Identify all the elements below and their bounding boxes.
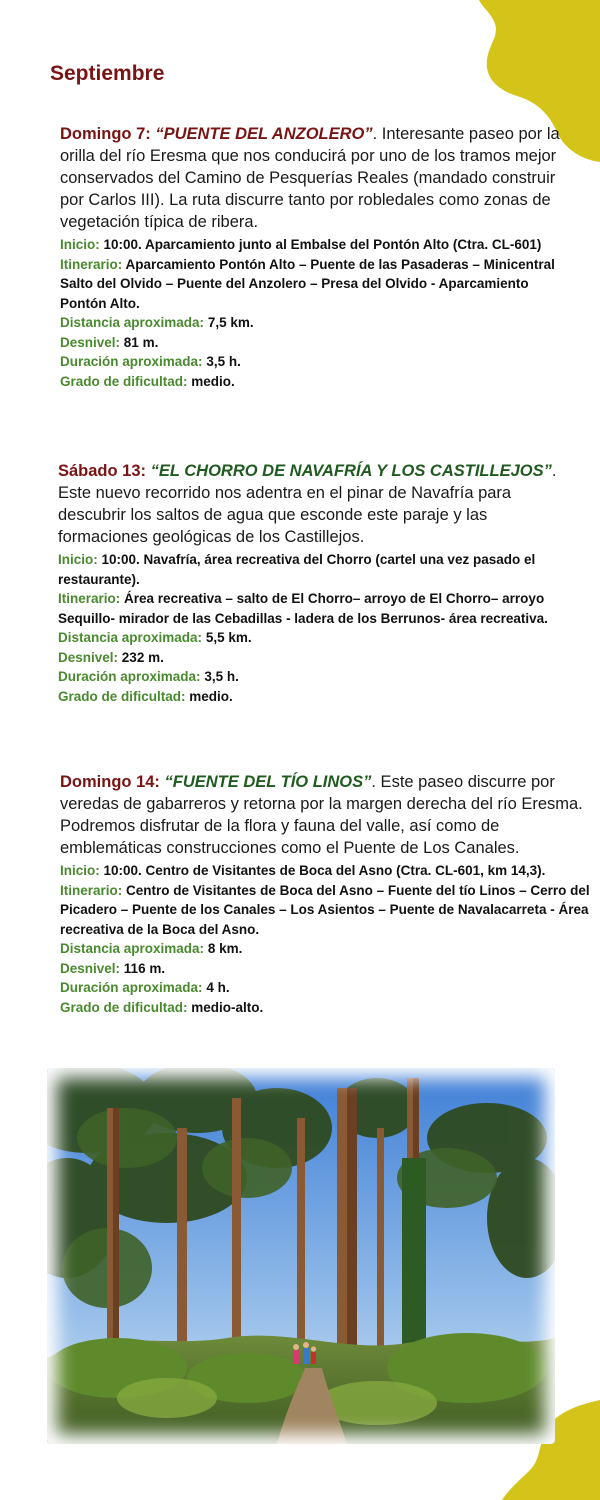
detail-row bbox=[60, 998, 590, 1018]
detail-value: 3,5 h. bbox=[204, 669, 239, 684]
detail-row bbox=[60, 372, 570, 392]
detail-row bbox=[60, 978, 590, 998]
detail-label: Desnivel: bbox=[60, 334, 121, 350]
detail-value: medio. bbox=[189, 688, 233, 704]
detail-label: Distancia aproximada: bbox=[60, 941, 205, 956]
detail-value: Aparcamiento Pontón Alto – Puente de las Pasaderas – Minicentral Salto del Olvido – Puente del Anzolero – Presa del Olvido - Aparcamiento Pontón Alto. bbox=[60, 256, 555, 311]
detail-value: medio. bbox=[191, 373, 235, 389]
detail-label: Grado de dificultad: bbox=[60, 999, 188, 1015]
event-details bbox=[60, 861, 590, 1017]
event-intro bbox=[58, 460, 568, 548]
month-heading: Septiembre bbox=[50, 62, 165, 85]
detail-row bbox=[60, 235, 570, 255]
detail-value: 232 m. bbox=[121, 649, 164, 665]
detail-row bbox=[58, 550, 568, 589]
detail-label: Duración aproximada: bbox=[60, 354, 203, 369]
detail-label: Desnivel: bbox=[60, 960, 121, 976]
forest-illustration bbox=[47, 1068, 555, 1444]
detail-row bbox=[58, 648, 568, 668]
event-description: . Interesante paseo por la orilla del río Eresma que nos conducirá por uno de los tramos mejor conservados del Camino de Pesquerías Reales (mandado construir por Carlos III). La ruta discurre tanto por robledales como zonas de vegetación típica de ribera. bbox=[60, 125, 560, 231]
detail-label: Inicio: bbox=[58, 552, 98, 567]
detail-label: Grado de dificultad: bbox=[60, 373, 188, 389]
detail-label: Desnivel: bbox=[58, 649, 119, 665]
detail-value: 4 h. bbox=[206, 980, 230, 995]
detail-row bbox=[60, 939, 590, 959]
detail-label: Duración aproximada: bbox=[58, 669, 201, 684]
detail-value: 8 km. bbox=[207, 941, 243, 956]
detail-value: medio-alto. bbox=[191, 999, 264, 1015]
event-day: Sábado 13: bbox=[58, 462, 147, 480]
detail-row bbox=[60, 313, 570, 333]
event-item bbox=[60, 771, 590, 1017]
detail-label: Duración aproximada: bbox=[60, 980, 203, 995]
detail-value: 10:00. Centro de Visitantes de Boca del Asno (Ctra. CL-601, km 14,3). bbox=[103, 863, 546, 878]
detail-value: Centro de Visitantes de Boca del Asno – Fuente del tío Linos – Cerro del Picadero – Puente de los Canales – Los Asientos – Puente de Navalacarreta - Área recreativa de la Boca del Asno. bbox=[60, 882, 590, 937]
detail-value: 5,5 km. bbox=[205, 630, 252, 645]
detail-value: 3,5 h. bbox=[206, 354, 241, 369]
detail-label: Distancia aproximada: bbox=[60, 315, 205, 330]
detail-row bbox=[60, 861, 590, 881]
event-day: Domingo 7: bbox=[60, 125, 151, 143]
detail-value: 10:00. Aparcamiento junto al Embalse del Pontón Alto (Ctra. CL-601) bbox=[103, 237, 542, 252]
detail-row bbox=[60, 333, 570, 353]
detail-row bbox=[60, 352, 570, 372]
detail-value: 81 m. bbox=[123, 334, 159, 350]
detail-value: 7,5 km. bbox=[207, 315, 254, 330]
event-item bbox=[58, 460, 568, 706]
event-details bbox=[60, 235, 570, 391]
detail-label: Inicio: bbox=[60, 863, 100, 878]
event-description: . Este nuevo recorrido nos adentra en el pinar de Navafría para descubrir los saltos de agua que esconde este paraje y las formaciones geológicas de los Castillejos. bbox=[58, 462, 557, 546]
event-description: . Este paseo discurre por veredas de gabarreros y retorna por la margen derecha del río Eresma. Podremos disfrutar de la flora y fauna del valle, así como de emblemáticas construcciones como el Puente de Los Canales. bbox=[60, 773, 583, 857]
event-intro bbox=[60, 771, 590, 859]
event-day: Domingo 14: bbox=[60, 773, 160, 791]
event-title: “EL CHORRO DE NAVAFRÍA Y LOS CASTILLEJOS” bbox=[150, 462, 552, 480]
event-title: “FUENTE DEL TÍO LINOS” bbox=[164, 773, 372, 791]
event-details bbox=[58, 550, 568, 706]
detail-row bbox=[58, 628, 568, 648]
detail-value: 10:00. Navafría, área recreativa del Chorro (cartel una vez pasado el restaurante). bbox=[58, 552, 536, 587]
detail-row bbox=[58, 667, 568, 687]
detail-label: Distancia aproximada: bbox=[58, 630, 203, 645]
forest-photo bbox=[47, 1068, 555, 1444]
detail-row bbox=[58, 687, 568, 707]
event-title: “PUENTE DEL ANZOLERO” bbox=[155, 125, 373, 143]
detail-label: Itinerario: bbox=[60, 256, 123, 272]
detail-label: Grado de dificultad: bbox=[58, 688, 186, 704]
detail-label: Itinerario: bbox=[60, 882, 123, 898]
detail-row bbox=[60, 881, 590, 940]
detail-row bbox=[60, 255, 570, 314]
detail-label: Inicio: bbox=[60, 237, 100, 252]
event-item bbox=[60, 123, 570, 391]
detail-label: Itinerario: bbox=[58, 591, 121, 606]
event-intro bbox=[60, 123, 570, 233]
detail-row bbox=[58, 589, 568, 628]
detail-row bbox=[60, 959, 590, 979]
detail-value: 116 m. bbox=[123, 960, 166, 976]
detail-value: Área recreativa – salto de El Chorro– arroyo de El Chorro– arroyo Sequillo- mirador de las Cebadillas - ladera de los Berrunos- área recreativa. bbox=[58, 591, 548, 626]
